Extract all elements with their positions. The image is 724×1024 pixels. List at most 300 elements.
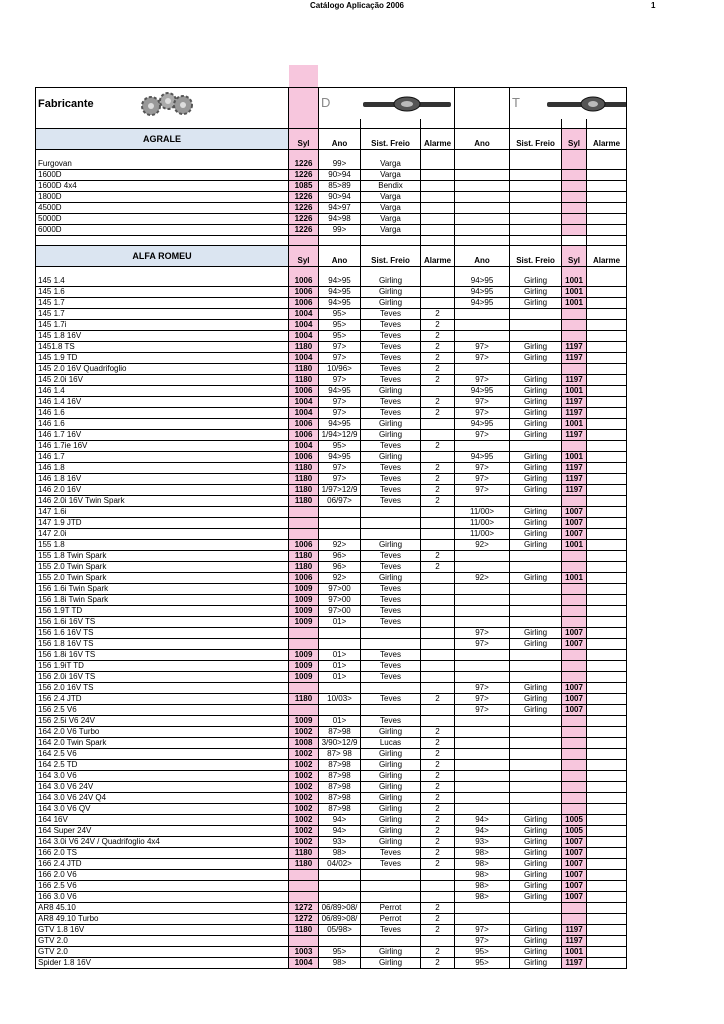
alarme-d-cell bbox=[421, 298, 455, 309]
model-cell: 166 2.0 V6 bbox=[36, 870, 289, 881]
column-header: Ano bbox=[319, 246, 361, 267]
syl-t-cell bbox=[562, 760, 587, 771]
alarme-d-cell: 2 bbox=[421, 342, 455, 353]
syl-d-cell: 1006 bbox=[289, 386, 319, 397]
sist-freio-d-cell: Girling bbox=[361, 452, 421, 463]
syl-t-cell: 1005 bbox=[562, 815, 587, 826]
ano-d-cell: 04/02> bbox=[319, 859, 361, 870]
sist-freio-d-cell: Teves bbox=[361, 672, 421, 683]
sist-freio-t-cell bbox=[510, 584, 562, 595]
model-cell: 1600D bbox=[36, 170, 289, 181]
syl-t-cell: 1197 bbox=[562, 353, 587, 364]
sist-freio-d-cell: Girling bbox=[361, 540, 421, 551]
table-row bbox=[36, 606, 627, 617]
alarme-d-cell: 2 bbox=[421, 485, 455, 496]
ano-d-cell: 97> bbox=[319, 375, 361, 386]
ano-t-cell bbox=[455, 364, 510, 375]
model-cell: 156 1.9iT TD bbox=[36, 661, 289, 672]
sist-freio-d-cell: Girling bbox=[361, 430, 421, 441]
model-cell: 156 1.9T TD bbox=[36, 606, 289, 617]
fabricante-cell bbox=[36, 88, 289, 120]
table-row bbox=[36, 639, 627, 650]
table-row bbox=[36, 181, 627, 192]
model-cell: 166 2.4 JTD bbox=[36, 859, 289, 870]
table-row bbox=[36, 683, 627, 694]
sist-freio-d-cell: Girling bbox=[361, 749, 421, 760]
syl-d-cell: 1272 bbox=[289, 914, 319, 925]
ano-t-cell: 94> bbox=[455, 826, 510, 837]
ano-t-cell bbox=[455, 782, 510, 793]
syl-d-cell: 1009 bbox=[289, 606, 319, 617]
sist-freio-t-cell bbox=[510, 320, 562, 331]
spacer-cell bbox=[289, 267, 319, 277]
ano-t-cell: 94>95 bbox=[455, 419, 510, 430]
column-header: Sist. Freio bbox=[361, 246, 421, 267]
ano-d-cell: 94>95 bbox=[319, 298, 361, 309]
syl-d-cell: 1002 bbox=[289, 782, 319, 793]
ano-t-cell: 97> bbox=[455, 694, 510, 705]
sist-freio-d-cell bbox=[361, 628, 421, 639]
sist-freio-d-cell: Teves bbox=[361, 496, 421, 507]
syl-t-cell bbox=[562, 496, 587, 507]
ano-d-cell: 01> bbox=[319, 650, 361, 661]
ano-d-cell: 94> bbox=[319, 826, 361, 837]
sist-freio-d-cell bbox=[361, 892, 421, 903]
model-cell: 145 1.9 TD bbox=[36, 353, 289, 364]
sist-freio-t-cell bbox=[510, 804, 562, 815]
model-cell: 164 2.0 Twin Spark bbox=[36, 738, 289, 749]
model-cell: Spider 1.8 16V bbox=[36, 958, 289, 969]
sist-freio-d-cell: Teves bbox=[361, 408, 421, 419]
spacer-cell bbox=[587, 236, 627, 246]
ano-t-cell bbox=[455, 320, 510, 331]
alarme-d-cell: 2 bbox=[421, 562, 455, 573]
alarme-t-cell bbox=[587, 958, 627, 969]
alarme-t-cell bbox=[587, 837, 627, 848]
model-cell: 146 1.8 bbox=[36, 463, 289, 474]
model-cell: 1451.8 TS bbox=[36, 342, 289, 353]
sist-freio-t-cell: Girling bbox=[510, 870, 562, 881]
syl-d-cell: 1002 bbox=[289, 804, 319, 815]
model-cell: GTV 2.0 bbox=[36, 947, 289, 958]
alarme-d-cell bbox=[421, 573, 455, 584]
alarme-t-cell bbox=[587, 573, 627, 584]
table-row bbox=[36, 760, 627, 771]
sist-freio-t-cell bbox=[510, 771, 562, 782]
sist-freio-d-cell: Teves bbox=[361, 859, 421, 870]
sist-freio-t-cell bbox=[510, 716, 562, 727]
table-row bbox=[36, 408, 627, 419]
ano-t-cell: 94>95 bbox=[455, 298, 510, 309]
sist-freio-d-cell: Girling bbox=[361, 793, 421, 804]
model-cell: 155 1.8 Twin Spark bbox=[36, 551, 289, 562]
alarme-d-cell bbox=[421, 452, 455, 463]
sist-freio-t-cell bbox=[510, 738, 562, 749]
sist-freio-t-cell: Girling bbox=[510, 397, 562, 408]
sist-freio-t-cell bbox=[510, 727, 562, 738]
table-row bbox=[36, 507, 627, 518]
syl-t-cell bbox=[562, 716, 587, 727]
syl-t-cell bbox=[562, 771, 587, 782]
table-row bbox=[36, 936, 627, 947]
ano-t-cell bbox=[455, 496, 510, 507]
syl-t-cell: 1007 bbox=[562, 628, 587, 639]
syl-t-cell bbox=[562, 650, 587, 661]
syl-t-cell: 1007 bbox=[562, 705, 587, 716]
alarme-t-cell bbox=[587, 793, 627, 804]
syl-d-cell: 1006 bbox=[289, 276, 319, 287]
sist-freio-d-cell: Varga bbox=[361, 159, 421, 170]
syl-t-cell: 1007 bbox=[562, 694, 587, 705]
sist-freio-t-cell: Girling bbox=[510, 573, 562, 584]
model-cell: 146 1.4 16V bbox=[36, 397, 289, 408]
syl-d-cell: 1180 bbox=[289, 848, 319, 859]
syl-t-cell bbox=[562, 441, 587, 452]
alarme-t-cell bbox=[587, 309, 627, 320]
table-row bbox=[36, 474, 627, 485]
sist-freio-t-cell: Girling bbox=[510, 342, 562, 353]
sist-freio-t-cell bbox=[510, 225, 562, 236]
ano-t-cell: 98> bbox=[455, 848, 510, 859]
sist-freio-d-cell: Girling bbox=[361, 386, 421, 397]
syl-t-cell: 1007 bbox=[562, 639, 587, 650]
alarme-t-cell bbox=[587, 562, 627, 573]
ano-d-cell: 85>89 bbox=[319, 181, 361, 192]
ano-t-cell bbox=[455, 727, 510, 738]
ano-d-cell bbox=[319, 639, 361, 650]
syl-d-cell: 1180 bbox=[289, 496, 319, 507]
sist-freio-d-cell: Varga bbox=[361, 192, 421, 203]
gears-icon bbox=[137, 91, 195, 117]
ano-t-cell bbox=[455, 214, 510, 225]
table-row bbox=[36, 859, 627, 870]
syl-d-cell bbox=[289, 881, 319, 892]
sist-freio-d-cell: Girling bbox=[361, 419, 421, 430]
alarme-t-cell bbox=[587, 727, 627, 738]
alarme-t-cell bbox=[587, 518, 627, 529]
syl-t-cell: 1007 bbox=[562, 507, 587, 518]
spacer-cell bbox=[361, 119, 421, 129]
sist-freio-d-cell: Teves bbox=[361, 848, 421, 859]
ano-t-cell: 92> bbox=[455, 540, 510, 551]
sist-freio-d-cell: Teves bbox=[361, 397, 421, 408]
ano-t-cell: 98> bbox=[455, 870, 510, 881]
sist-freio-d-cell: Varga bbox=[361, 225, 421, 236]
ano-t-cell bbox=[455, 716, 510, 727]
sist-freio-t-cell: Girling bbox=[510, 705, 562, 716]
spacer-cell bbox=[421, 150, 455, 160]
ano-d-cell: 87>98 bbox=[319, 793, 361, 804]
syl-d-cell: 1004 bbox=[289, 331, 319, 342]
catalog-body bbox=[36, 88, 627, 969]
ano-d-cell: 94>98 bbox=[319, 214, 361, 225]
alarme-d-cell bbox=[421, 419, 455, 430]
alarme-t-cell bbox=[587, 606, 627, 617]
sist-freio-t-cell bbox=[510, 181, 562, 192]
syl-t-cell bbox=[562, 595, 587, 606]
sist-freio-t-cell bbox=[510, 159, 562, 170]
sist-freio-d-cell: Teves bbox=[361, 331, 421, 342]
ano-d-cell: 95> bbox=[319, 441, 361, 452]
syl-d-cell: 1006 bbox=[289, 287, 319, 298]
sist-freio-t-cell bbox=[510, 914, 562, 925]
sist-freio-d-cell: Teves bbox=[361, 320, 421, 331]
table-row bbox=[36, 947, 627, 958]
syl-d-cell: 1009 bbox=[289, 672, 319, 683]
sist-freio-t-cell: Girling bbox=[510, 419, 562, 430]
syl-d-cell: 1180 bbox=[289, 562, 319, 573]
table-row bbox=[36, 463, 627, 474]
table-row bbox=[36, 298, 627, 309]
syl-d-cell bbox=[289, 507, 319, 518]
ano-t-cell bbox=[455, 441, 510, 452]
ano-t-cell bbox=[455, 225, 510, 236]
sist-freio-d-cell: Teves bbox=[361, 474, 421, 485]
sist-freio-d-cell: Girling bbox=[361, 298, 421, 309]
table-row bbox=[36, 738, 627, 749]
sist-freio-d-cell: Perrot bbox=[361, 903, 421, 914]
syl-t-cell bbox=[562, 159, 587, 170]
sist-freio-t-cell: Girling bbox=[510, 947, 562, 958]
model-cell: 145 2.0i 16V bbox=[36, 375, 289, 386]
syl-d-cell: 1004 bbox=[289, 958, 319, 969]
syl-t-cell bbox=[562, 738, 587, 749]
alarme-d-cell: 2 bbox=[421, 474, 455, 485]
syl-t-cell: 1001 bbox=[562, 298, 587, 309]
syl-d-cell: 1004 bbox=[289, 309, 319, 320]
ano-t-cell bbox=[455, 738, 510, 749]
syl-d-cell: 1180 bbox=[289, 925, 319, 936]
table-row bbox=[36, 214, 627, 225]
alarme-t-cell bbox=[587, 214, 627, 225]
table-row bbox=[36, 705, 627, 716]
ano-t-cell: 97> bbox=[455, 485, 510, 496]
ano-t-cell: 98> bbox=[455, 892, 510, 903]
syl-d-cell: 1006 bbox=[289, 298, 319, 309]
model-cell: GTV 1.8 16V bbox=[36, 925, 289, 936]
ano-d-cell: 06/89>08/ bbox=[319, 903, 361, 914]
column-header: Syl bbox=[289, 246, 319, 267]
spacer-cell bbox=[289, 236, 319, 246]
ano-d-cell: 87>98 bbox=[319, 782, 361, 793]
spacer-cell bbox=[319, 119, 361, 129]
sist-freio-t-cell: Girling bbox=[510, 276, 562, 287]
alarme-d-cell: 2 bbox=[421, 914, 455, 925]
sist-freio-d-cell: Girling bbox=[361, 573, 421, 584]
syl-t-cell bbox=[562, 225, 587, 236]
ano-d-cell: 1/97>12/9 bbox=[319, 485, 361, 496]
syl-d-cell: 1180 bbox=[289, 364, 319, 375]
ano-d-cell: 97>00 bbox=[319, 606, 361, 617]
model-cell: 164 3.0i V6 24V / Quadrifoglio 4x4 bbox=[36, 837, 289, 848]
model-cell: 164 3.0 V6 24V Q4 bbox=[36, 793, 289, 804]
ano-d-cell: 94>95 bbox=[319, 452, 361, 463]
alarme-d-cell bbox=[421, 540, 455, 551]
sist-freio-t-cell: Girling bbox=[510, 837, 562, 848]
table-row bbox=[36, 225, 627, 236]
table-row bbox=[36, 342, 627, 353]
model-cell: 146 2.0 16V bbox=[36, 485, 289, 496]
table-row bbox=[36, 793, 627, 804]
table-row bbox=[36, 529, 627, 540]
model-cell: 4500D bbox=[36, 203, 289, 214]
disc-header-cell bbox=[319, 88, 455, 120]
ano-t-cell: 97> bbox=[455, 705, 510, 716]
alarme-t-cell bbox=[587, 287, 627, 298]
alarme-d-cell bbox=[421, 225, 455, 236]
table-row bbox=[36, 203, 627, 214]
sist-freio-d-cell: Girling bbox=[361, 782, 421, 793]
spacer-cell bbox=[455, 236, 510, 246]
model-cell: 146 1.7 16V bbox=[36, 430, 289, 441]
sist-freio-d-cell bbox=[361, 529, 421, 540]
syl-t-cell bbox=[562, 617, 587, 628]
ano-t-cell: 97> bbox=[455, 925, 510, 936]
syl-t-cell bbox=[562, 782, 587, 793]
table-row bbox=[36, 815, 627, 826]
table-row bbox=[36, 419, 627, 430]
ano-d-cell: 87>98 bbox=[319, 804, 361, 815]
alarme-d-cell bbox=[421, 661, 455, 672]
alarme-t-cell bbox=[587, 551, 627, 562]
spacer-cell bbox=[587, 119, 627, 129]
alarme-t-cell bbox=[587, 181, 627, 192]
model-cell: 156 2.0i 16V TS bbox=[36, 672, 289, 683]
syl-t-cell bbox=[562, 181, 587, 192]
ano-d-cell: 10/03> bbox=[319, 694, 361, 705]
ano-t-cell: 97> bbox=[455, 474, 510, 485]
model-cell: 146 2.0i 16V Twin Spark bbox=[36, 496, 289, 507]
model-cell: 164 2.5 TD bbox=[36, 760, 289, 771]
ano-d-cell: 94>95 bbox=[319, 386, 361, 397]
alarme-d-cell: 2 bbox=[421, 958, 455, 969]
spacer-cell bbox=[510, 267, 562, 277]
model-cell: 155 1.8 bbox=[36, 540, 289, 551]
alarme-t-cell bbox=[587, 225, 627, 236]
ano-d-cell: 95> bbox=[319, 331, 361, 342]
spacer-cell bbox=[36, 236, 289, 246]
sist-freio-t-cell bbox=[510, 595, 562, 606]
spacer-cell bbox=[562, 119, 587, 129]
ano-d-cell: 94>97 bbox=[319, 203, 361, 214]
alarme-d-cell bbox=[421, 617, 455, 628]
syl-d-cell: 1008 bbox=[289, 738, 319, 749]
ano-t-cell bbox=[455, 650, 510, 661]
syl-t-cell bbox=[562, 672, 587, 683]
alarme-t-cell bbox=[587, 430, 627, 441]
alarme-t-cell bbox=[587, 474, 627, 485]
sist-freio-d-cell: Girling bbox=[361, 826, 421, 837]
syl-t-cell bbox=[562, 214, 587, 225]
syl-t-cell: 1197 bbox=[562, 408, 587, 419]
brake-disc-icon bbox=[363, 96, 451, 112]
sist-freio-d-cell: Teves bbox=[361, 716, 421, 727]
alarme-d-cell: 2 bbox=[421, 793, 455, 804]
ano-d-cell: 87>98 bbox=[319, 760, 361, 771]
ano-t-cell: 11/00> bbox=[455, 529, 510, 540]
table-row bbox=[36, 914, 627, 925]
sist-freio-d-cell: Teves bbox=[361, 364, 421, 375]
column-header: Sist. Freio bbox=[510, 129, 562, 150]
brake-drum-icon bbox=[547, 96, 627, 112]
syl-d-cell bbox=[289, 936, 319, 947]
model-cell: 1600D 4x4 bbox=[36, 181, 289, 192]
ano-d-cell bbox=[319, 529, 361, 540]
sist-freio-d-cell: Teves bbox=[361, 309, 421, 320]
spacer-cell bbox=[36, 267, 289, 277]
ano-d-cell: 96> bbox=[319, 562, 361, 573]
manufacturer-name: AGRALE bbox=[36, 129, 289, 150]
table-row bbox=[36, 870, 627, 881]
spacer-cell bbox=[421, 236, 455, 246]
alarme-t-cell bbox=[587, 760, 627, 771]
alarme-t-cell bbox=[587, 782, 627, 793]
table-row bbox=[36, 375, 627, 386]
alarme-t-cell bbox=[587, 617, 627, 628]
syl-t-cell bbox=[562, 192, 587, 203]
alarme-d-cell: 2 bbox=[421, 925, 455, 936]
sist-freio-t-cell: Girling bbox=[510, 386, 562, 397]
alarme-t-cell bbox=[587, 925, 627, 936]
syl-d-cell: 1002 bbox=[289, 771, 319, 782]
syl-t-cell: 1197 bbox=[562, 474, 587, 485]
model-cell: 146 1.6 bbox=[36, 419, 289, 430]
column-header: Alarme bbox=[421, 129, 455, 150]
sist-freio-t-cell bbox=[510, 331, 562, 342]
ano-t-cell bbox=[455, 181, 510, 192]
syl-d-cell: 1009 bbox=[289, 650, 319, 661]
syl-t-cell: 1007 bbox=[562, 859, 587, 870]
document-title: Catálogo Aplicação 2006 bbox=[310, 1, 404, 10]
sist-freio-t-cell: Girling bbox=[510, 826, 562, 837]
syl-d-cell: 1004 bbox=[289, 353, 319, 364]
ano-t-cell bbox=[455, 192, 510, 203]
ano-t-cell bbox=[455, 771, 510, 782]
ano-t-cell bbox=[455, 584, 510, 595]
model-cell: 156 2.5i V6 24V bbox=[36, 716, 289, 727]
catalog-table bbox=[35, 87, 627, 969]
sist-freio-t-cell: Girling bbox=[510, 639, 562, 650]
sist-freio-d-cell bbox=[361, 518, 421, 529]
model-cell: 155 2.0 Twin Spark bbox=[36, 573, 289, 584]
alarme-d-cell: 2 bbox=[421, 771, 455, 782]
syl-d-cell: 1226 bbox=[289, 170, 319, 181]
alarme-t-cell bbox=[587, 540, 627, 551]
alarme-d-cell bbox=[421, 628, 455, 639]
ano-d-cell bbox=[319, 870, 361, 881]
alarme-d-cell: 2 bbox=[421, 309, 455, 320]
table-row bbox=[36, 386, 627, 397]
ano-t-cell bbox=[455, 914, 510, 925]
model-cell: 164 3.0 V6 bbox=[36, 771, 289, 782]
table-row bbox=[36, 595, 627, 606]
sist-freio-t-cell: Girling bbox=[510, 628, 562, 639]
syl-column-top-band bbox=[289, 65, 318, 87]
model-cell: 156 1.6 16V TS bbox=[36, 628, 289, 639]
alarme-d-cell bbox=[421, 507, 455, 518]
syl-t-cell: 1197 bbox=[562, 397, 587, 408]
column-header: Syl bbox=[562, 129, 587, 150]
alarme-t-cell bbox=[587, 672, 627, 683]
syl-t-cell bbox=[562, 793, 587, 804]
model-cell: 166 2.0 TS bbox=[36, 848, 289, 859]
ano-t-cell bbox=[455, 159, 510, 170]
alarme-t-cell bbox=[587, 298, 627, 309]
ano-t-cell: 97> bbox=[455, 639, 510, 650]
ano-d-cell: 97>00 bbox=[319, 584, 361, 595]
model-cell: 147 2.0i bbox=[36, 529, 289, 540]
alarme-t-cell bbox=[587, 320, 627, 331]
